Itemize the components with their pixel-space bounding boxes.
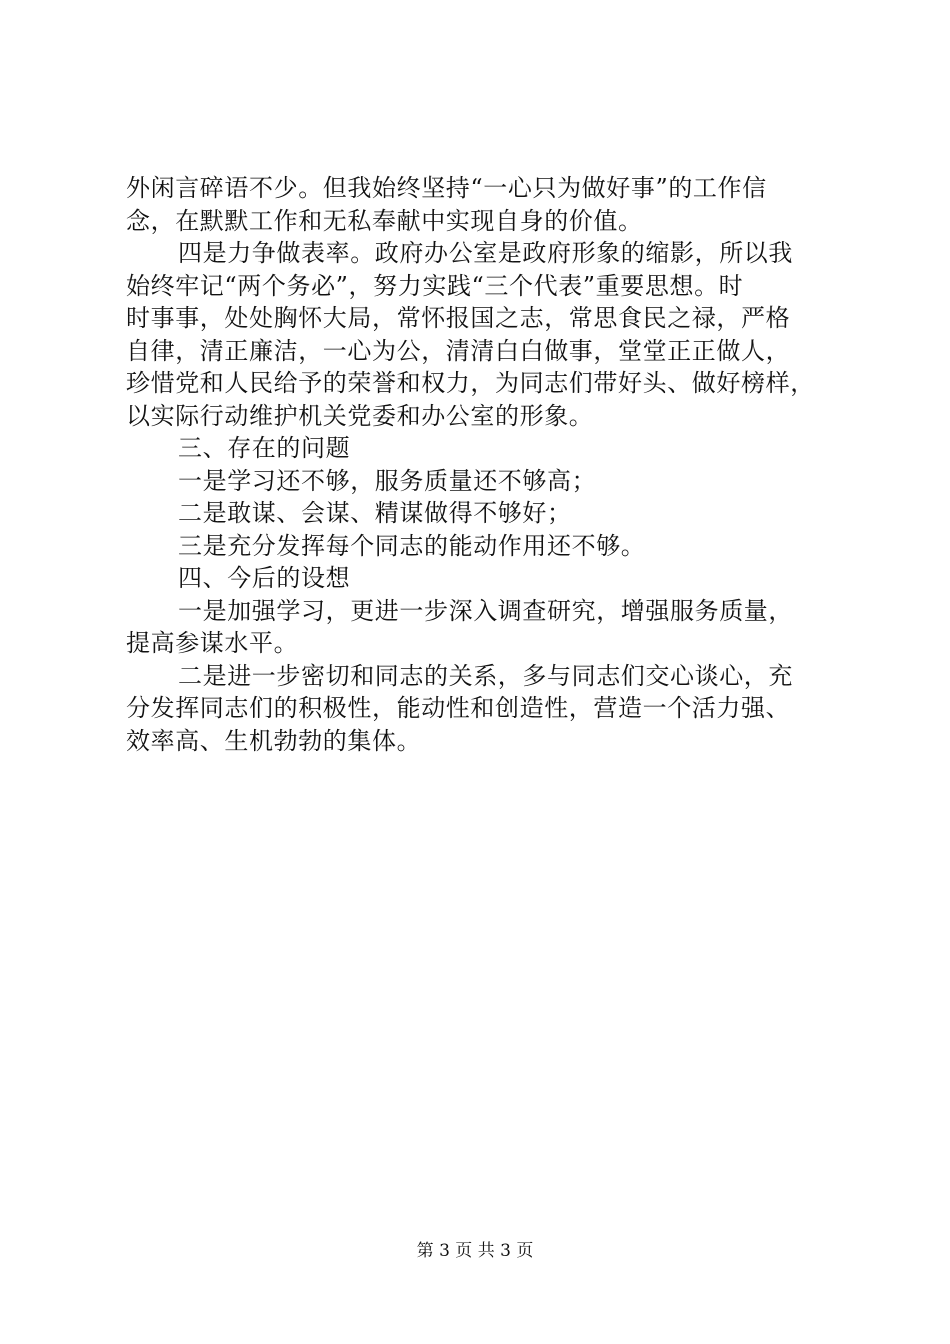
text-line: 效率高、生机勃勃的集体。 (126, 726, 422, 755)
text-line: 珍惜党和人民给予的荣誉和权力，为同志们带好头、做好榜样， (126, 369, 815, 397)
text-line: 以实际行动维护机关党委和办公室的形象。 (126, 401, 594, 430)
list-item: 一是学习还不够，服务质量还不够高； (178, 466, 597, 495)
section-heading: 四、今后的设想 (178, 564, 351, 592)
text-line: 分发挥同志们的积极性，能动性和创造性，营造一个活力强、 (126, 694, 791, 722)
text-line: 始终牢记“两个务必”，努力实践“三个代表”重要思想。时 (126, 271, 744, 300)
document-body (126, 172, 846, 757)
paragraph-start-line: 一是加强学习，更进一步深入调查研究，增强服务质量， (178, 596, 793, 625)
text-line: 外闲言碎语不少。但我始终坚持“一心只为做好事”的工作信 (126, 174, 767, 202)
paragraph-start-line: 二是进一步密切和同志的关系，多与同志们交心谈心，充 (178, 661, 793, 690)
text-line: 时事事，处处胸怀大局，常怀报国之志，常思食民之禄，严格 (126, 304, 791, 332)
list-item: 二是敢谋、会谋、精谋做得不够好； (178, 499, 572, 527)
page-number-footer: 第 3 页 共 3 页 (416, 1241, 534, 1261)
text-line: 提高参谋水平。 (126, 629, 299, 657)
text-line: 自律，清正廉洁，一心为公，清清白白做事，堂堂正正做人， (126, 336, 791, 365)
text-line: 念，在默默工作和无私奉献中实现自身的价值。 (126, 206, 643, 235)
section-heading: 三、存在的问题 (178, 434, 351, 462)
paragraph-start-line: 四是力争做表率。政府办公室是政府形象的缩影，所以我 (178, 239, 793, 267)
list-item: 三是充分发挥每个同志的能动作用还不够。 (178, 531, 646, 560)
